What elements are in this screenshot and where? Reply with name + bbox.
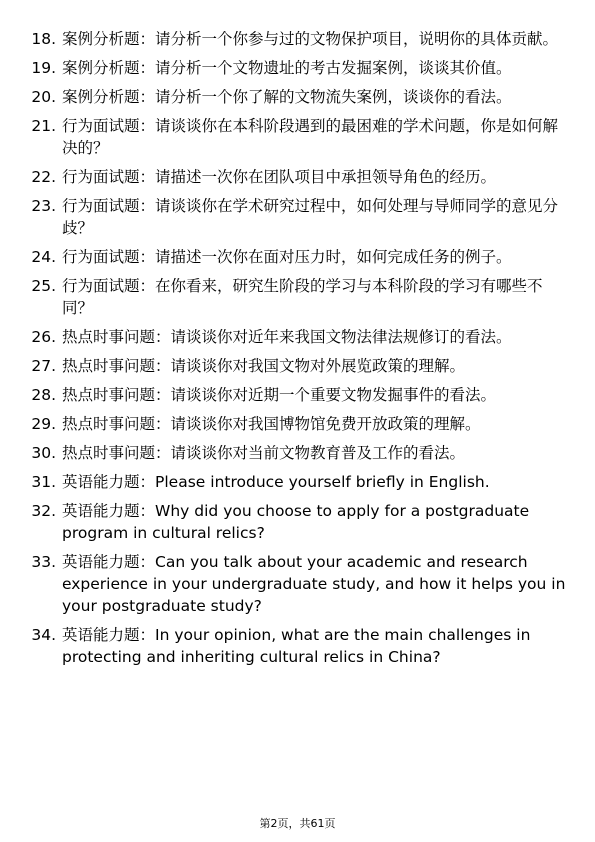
category-separator: ： [139, 197, 156, 215]
category-separator: ： [139, 626, 156, 644]
question-item [28, 384, 568, 406]
question-number: 26. [31, 328, 56, 346]
question-number: 29. [31, 415, 56, 433]
question-item [28, 166, 568, 188]
question-number: 19. [31, 59, 56, 77]
question-number: 18. [31, 30, 56, 48]
question-item [28, 86, 568, 108]
question-body: 请谈谈你对近期一个重要文物发掘事件的看法。 [170, 386, 497, 404]
question-text [62, 551, 568, 617]
category-separator: ： [139, 277, 156, 295]
question-body: 请描述一次你在面对压力时，如何完成任务的例子。 [155, 248, 512, 266]
question-item [28, 195, 568, 239]
category-separator: ： [139, 248, 156, 266]
category-separator: ： [139, 502, 156, 520]
question-number: 20. [31, 88, 56, 106]
question-text [62, 246, 568, 268]
page-footer: 第2页，共61页 [259, 817, 336, 830]
question-category: 行为面试题 [62, 277, 140, 295]
question-item [28, 275, 568, 319]
question-category: 行为面试题 [62, 168, 140, 186]
question-text [62, 28, 568, 50]
question-list [28, 28, 568, 675]
question-category: 英语能力题 [62, 473, 140, 491]
question-category: 英语能力题 [62, 626, 140, 644]
question-number: 34. [31, 626, 56, 644]
question-number: 21. [31, 117, 56, 135]
question-category: 行为面试题 [62, 197, 140, 215]
category-separator: ： [139, 473, 156, 491]
question-body: 请谈谈你对我国博物馆免费开放政策的理解。 [170, 415, 481, 433]
question-number: 28. [31, 386, 56, 404]
question-number: 30. [31, 444, 56, 462]
question-category: 案例分析题 [62, 88, 140, 106]
question-text [62, 413, 568, 435]
category-separator: ： [155, 415, 171, 433]
category-separator: ： [139, 117, 156, 135]
question-number: 31. [31, 473, 56, 491]
question-item [28, 355, 568, 377]
question-text [62, 166, 568, 188]
question-item [28, 115, 568, 159]
question-item [28, 326, 568, 348]
question-text [62, 471, 568, 493]
question-item [28, 442, 568, 464]
question-body: 在你看来，研究生阶段的学习与本科阶段的学习有哪些不同？ [62, 277, 543, 317]
question-category: 行为面试题 [62, 248, 140, 266]
question-item [28, 471, 568, 493]
category-separator: ： [155, 386, 171, 404]
question-category: 热点时事问题 [62, 328, 156, 346]
question-text [62, 384, 568, 406]
question-body: In your opinion, what are the main challenges in protecting and inheriting cultural relics in China? [62, 626, 531, 666]
question-number: 23. [31, 197, 56, 215]
question-number: 24. [31, 248, 56, 266]
question-text [62, 442, 568, 464]
question-text [62, 500, 568, 544]
question-body: 请谈谈你对近年来我国文物法律法规修订的看法。 [170, 328, 512, 346]
question-body: 请分析一个你参与过的文物保护项目，说明你的具体贡献。 [155, 30, 559, 48]
question-body: 请谈谈你在学术研究过程中，如何处理与导师同学的意见分歧？ [62, 197, 559, 237]
question-item [28, 57, 568, 79]
question-item [28, 246, 568, 268]
question-body: 请分析一个你了解的文物流失案例，谈谈你的看法。 [155, 88, 512, 106]
question-number: 32. [31, 502, 56, 520]
question-text [62, 355, 568, 377]
question-item [28, 28, 568, 50]
question-text [62, 86, 568, 108]
question-item [28, 413, 568, 435]
question-number: 25. [31, 277, 56, 295]
category-separator: ： [155, 444, 171, 462]
question-category: 英语能力题 [62, 553, 140, 571]
question-body: Why did you choose to apply for a postgraduate program in cultural relics? [62, 502, 530, 542]
category-separator: ： [139, 30, 156, 48]
category-separator: ： [139, 553, 156, 571]
question-item [28, 500, 568, 544]
question-body: Can you talk about your academic and research experience in your undergraduate study, and how it helps you in your postgraduate study? [62, 553, 566, 615]
question-category: 热点时事问题 [62, 386, 156, 404]
question-number: 27. [31, 357, 56, 375]
category-separator: ： [139, 59, 156, 77]
category-separator: ： [139, 168, 156, 186]
question-body: 请谈谈你对我国文物对外展览政策的理解。 [170, 357, 466, 375]
question-text [62, 115, 568, 159]
question-text [62, 624, 568, 668]
question-category: 行为面试题 [62, 117, 140, 135]
category-separator: ： [155, 328, 171, 346]
question-category: 热点时事问题 [62, 444, 156, 462]
question-category: 热点时事问题 [62, 415, 156, 433]
question-body: 请分析一个文物遗址的考古发掘案例，谈谈其价值。 [155, 59, 512, 77]
question-body: 请谈谈你对当前文物教育普及工作的看法。 [170, 444, 466, 462]
question-body: 请描述一次你在团队项目中承担领导角色的经历。 [155, 168, 497, 186]
question-category: 案例分析题 [62, 59, 140, 77]
category-separator: ： [139, 88, 156, 106]
question-text [62, 326, 568, 348]
question-number: 33. [31, 553, 56, 571]
question-category: 热点时事问题 [62, 357, 156, 375]
question-text [62, 275, 568, 319]
question-item [28, 551, 568, 617]
category-separator: ： [155, 357, 171, 375]
question-body: Please introduce yourself briefly in English. [155, 473, 490, 491]
question-category: 英语能力题 [62, 502, 140, 520]
question-category: 案例分析题 [62, 30, 140, 48]
question-text [62, 195, 568, 239]
question-item [28, 624, 568, 668]
question-text [62, 57, 568, 79]
question-number: 22. [31, 168, 56, 186]
question-body: 请谈谈你在本科阶段遇到的最困难的学术问题，你是如何解决的？ [62, 117, 559, 157]
